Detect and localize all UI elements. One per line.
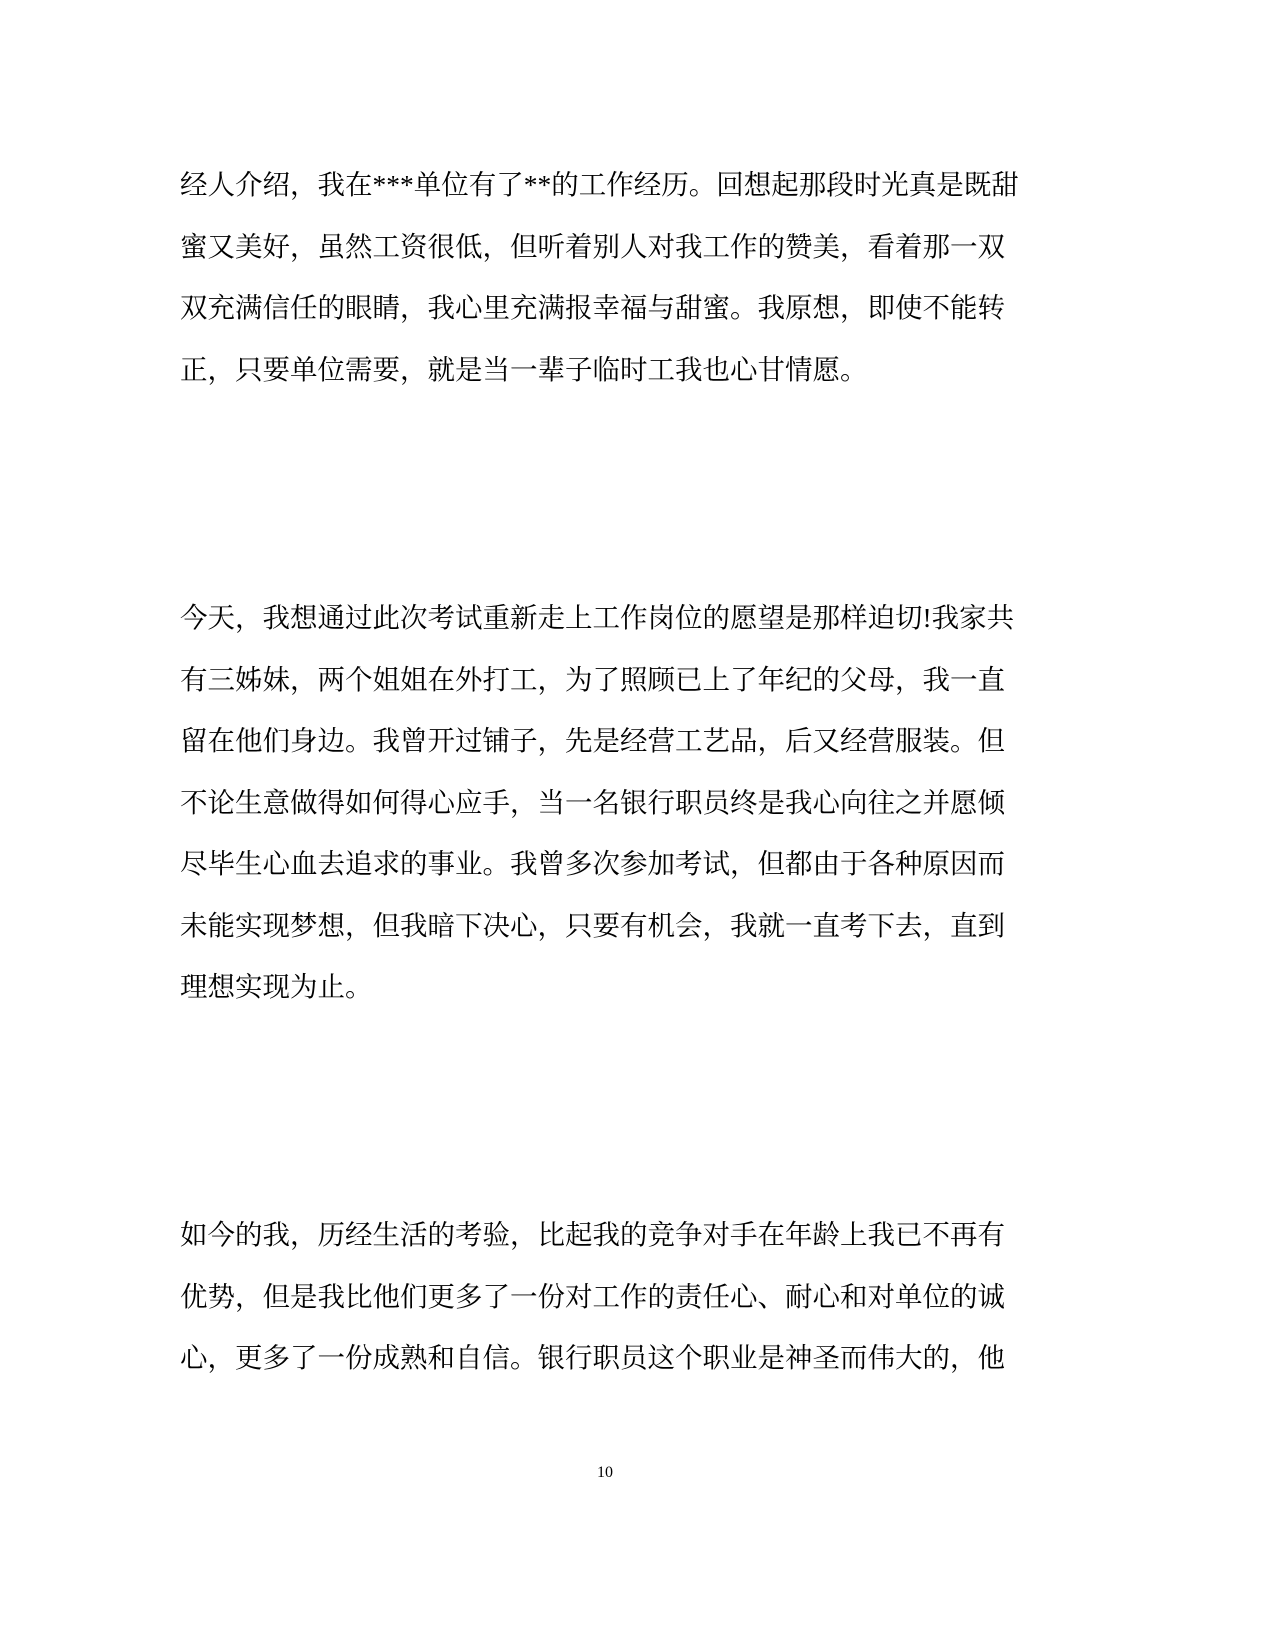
text-line: 正，只要单位需要，就是当一辈子临时工我也心甘情愿。: [180, 353, 868, 385]
text-line: 留在他们身边。我曾开过铺子，先是经营工艺品，后又经营服装。但: [180, 725, 1005, 756]
paragraph: [180, 1204, 1050, 1389]
text-line: 如今的我，历经生活的考验，比起我的竞争对手在年龄上我已不再有: [180, 1219, 1005, 1250]
text-line: 经人介绍，我在***单位有了**的工作经历。回想起那段时光真是既甜: [180, 169, 1019, 200]
text-line: 尽毕生心血去追求的事业。我曾多次参加考试，但都由于各种原因而: [180, 848, 1005, 879]
text-line: 今天，我想通过此次考试重新走上工作岗位的愿望是那样迫切!我家共: [180, 602, 1015, 633]
text-line: 不论生意做得如何得心应手，当一名银行职员终是我心向往之并愿倾: [180, 786, 1005, 818]
text-line: 理想实现为止。: [180, 971, 373, 1002]
text-line: 优势，但是我比他们更多了一份对工作的责任心、耐心和对单位的诚: [180, 1280, 1005, 1312]
text-line: 有三姊妹，两个姐姐在外打工，为了照顾已上了年纪的父母，我一直: [180, 663, 1005, 695]
text-line: 心，更多了一份成熟和自信。银行职员这个职业是神圣而伟大的，他: [180, 1342, 1005, 1373]
text-line: 双充满信任的眼睛，我心里充满报幸福与甜蜜。我原想，即使不能转: [180, 292, 1005, 323]
text-line: 未能实现梦想，但我暗下决心，只要有机会，我就一直考下去，直到: [180, 909, 1005, 941]
paragraph: [180, 154, 1050, 400]
paragraph: [180, 587, 1050, 1018]
page-number: 10: [597, 1464, 613, 1481]
text-line: 蜜又美好，虽然工资很低，但听着别人对我工作的赞美，看着那一双: [180, 230, 1005, 262]
